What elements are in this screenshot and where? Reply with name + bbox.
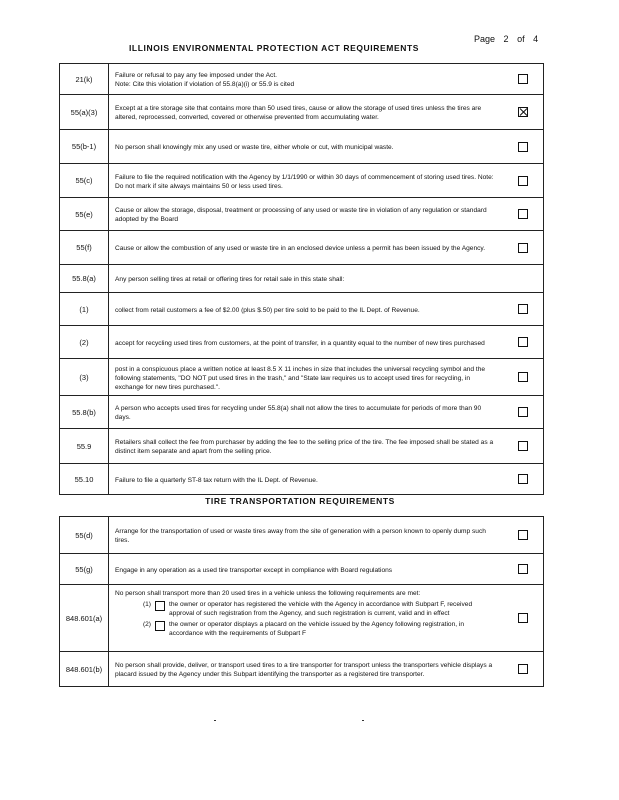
requirement-text: A person who accepts used tires for recycling under 55.8(a) shall not allow the tires to accumulate for periods of more than 90 days. — [115, 405, 482, 421]
citation-code: 55(b-1) — [60, 130, 109, 163]
citation-code: 55.10 — [60, 464, 109, 494]
citation-code: 848.601(b) — [60, 652, 109, 686]
violation-checkbox[interactable] — [518, 107, 528, 117]
requirement-text: Retailers shall collect the fee from purchaser by adding the fee to the selling price of the tire. The fee imposed shall be stated as a distinct item separate and apart from the selling price. — [115, 439, 494, 455]
requirement-line: Failure or refusal to pay any fee imposed under the Act. — [115, 72, 278, 79]
citation-code: 55(d) — [60, 517, 109, 553]
table-row — [59, 429, 544, 464]
table-row — [59, 396, 544, 429]
requirement-line: No person shall transport more than 20 used tires in a vehicle unless the following requirements are met: — [115, 590, 421, 597]
citation-code: 55(a)(3) — [60, 95, 109, 129]
section1-title: ILLINOIS ENVIRONMENTAL PROTECTION ACT REQUIREMENTS — [128, 43, 420, 53]
epa-requirements-table — [59, 63, 544, 495]
violation-checkbox[interactable] — [518, 664, 528, 674]
requirement-text: Engage in any operation as a used tire transporter except in compliance with Board regulations — [115, 566, 393, 574]
page-current: 2 — [503, 34, 509, 44]
requirement-text — [109, 64, 503, 94]
page-of: of — [517, 34, 525, 44]
citation-code: 55.8(b) — [60, 396, 109, 428]
violation-checkbox[interactable] — [518, 474, 528, 484]
violation-checkbox[interactable] — [518, 337, 528, 347]
table-row — [59, 464, 544, 495]
table-row — [59, 231, 544, 265]
requirement-text: Cause or allow the storage, disposal, treatment or processing of any used or waste tire in violation of any regulation or standard adopted by the Board — [115, 207, 487, 223]
violation-checkbox[interactable] — [518, 176, 528, 186]
requirement-text: post in a conspicuous place a written notice at least 8.5 X 11 inches in size that includes the universal recycling symbol and the following statements, "DO NOT put used tires in the trash," and "State law requires us to accept used tires for recycling, in exchange for new tires purchased.". — [115, 365, 486, 391]
citation-code: 55(c) — [60, 164, 109, 197]
violation-checkbox[interactable] — [518, 530, 528, 540]
citation-code: 55.9 — [60, 429, 109, 463]
page-total: 4 — [533, 34, 539, 44]
citation-code: 848.601(a) — [60, 585, 109, 651]
requirement-text: accept for recycling used tires from customers, at the point of transfer, in a quantity equal to the number of new tires purchased — [115, 339, 485, 347]
tire-transport-table — [59, 516, 544, 687]
requirement-text: collect from retail customers a fee of $2.00 (plus $.50) per tire sold to be paid to the IL Dept. of Revenue. — [115, 306, 420, 314]
page-number — [474, 34, 544, 44]
requirement-note: Note: Cite this violation if violation of 55.8(a)(i) or 55.9 is cited — [115, 81, 295, 88]
citation-code: 55(f) — [60, 231, 109, 264]
citation-code: 55(g) — [60, 554, 109, 584]
table-row — [59, 585, 544, 652]
table-row — [59, 359, 544, 396]
requirement-text: Except at a tire storage site that contains more than 50 used tires, cause or allow the storage of used tires unless the tires are altered, reprocessed, converted, covered or otherwise prevented from accumulating water. — [115, 105, 482, 121]
page-label: Page — [474, 34, 496, 44]
violation-checkbox[interactable] — [518, 372, 528, 382]
table-row — [59, 326, 544, 359]
table-row — [59, 63, 544, 95]
scan-mark — [214, 720, 216, 721]
table-row — [59, 554, 544, 585]
citation-code: (3) — [60, 359, 109, 395]
violation-checkbox[interactable] — [518, 74, 528, 84]
sub-checkbox[interactable] — [155, 601, 165, 611]
sub-requirement — [115, 620, 497, 638]
violation-checkbox[interactable] — [518, 209, 528, 219]
scan-mark — [362, 720, 364, 721]
sub-number: (1) — [142, 601, 151, 608]
violation-checkbox[interactable] — [518, 243, 528, 253]
violation-checkbox[interactable] — [518, 304, 528, 314]
section2-title: TIRE TRANSPORTATION REQUIREMENTS — [205, 496, 395, 506]
table-row — [59, 198, 544, 231]
requirement-text: Any person selling tires at retail or offering tires for retail sale in this state shall: — [115, 276, 345, 283]
sub-checkbox[interactable] — [155, 621, 165, 631]
table-row — [59, 265, 544, 293]
requirement-text: No person shall knowingly mix any used or waste tire, either whole or cut, with municipal waste. — [115, 144, 394, 151]
table-row — [59, 293, 544, 326]
requirement-text: Arrange for the transportation of used or waste tires away from the site of generation with a person known to openly dump such tires. — [115, 528, 486, 544]
citation-code: 55.8(a) — [60, 265, 109, 292]
sub-requirement — [115, 600, 497, 618]
violation-checkbox[interactable] — [518, 613, 528, 623]
requirement-text: Failure to file the required notification with the Agency by 1/1/1990 or within 30 days of commencement of storing used tires. Note: Do not mark if site always maintains 50 or less used tires. — [115, 173, 494, 190]
requirement-text: Failure to file a quarterly ST-8 tax return with the IL Dept. of Revenue. — [115, 476, 318, 484]
sub-text: the owner or operator has registered the vehicle with the Agency in accordance with Subpart F, received approval of such registration from the Agency, and such registration is current, valid and in effect — [169, 601, 473, 617]
requirement-text — [109, 585, 503, 651]
requirement-text: Cause or allow the combustion of any used or waste tire in an enclosed device unless a permit has been issued by the Agency. — [115, 245, 486, 252]
violation-checkbox[interactable] — [518, 441, 528, 451]
violation-checkbox[interactable] — [518, 564, 528, 574]
sub-text: the owner or operator displays a placard on the vehicle issued by the Agency following registration, in accordance with the requirements of Subpart F — [169, 621, 465, 637]
table-row — [59, 95, 544, 130]
citation-code: (1) — [60, 293, 109, 325]
citation-code: (2) — [60, 326, 109, 358]
table-row — [59, 164, 544, 198]
citation-code: 55(e) — [60, 198, 109, 230]
table-row — [59, 516, 544, 554]
sub-number: (2) — [142, 621, 151, 628]
table-row — [59, 652, 544, 687]
violation-checkbox[interactable] — [518, 142, 528, 152]
requirement-text: No person shall provide, deliver, or transport used tires to a tire transporter for transport unless the transporters vehicle displays a placard issued by the Agency under this Subpart identifying the transporter as a registered tire transporter. — [115, 662, 493, 678]
violation-checkbox[interactable] — [518, 407, 528, 417]
citation-code: 21(k) — [60, 64, 109, 94]
table-row — [59, 130, 544, 164]
